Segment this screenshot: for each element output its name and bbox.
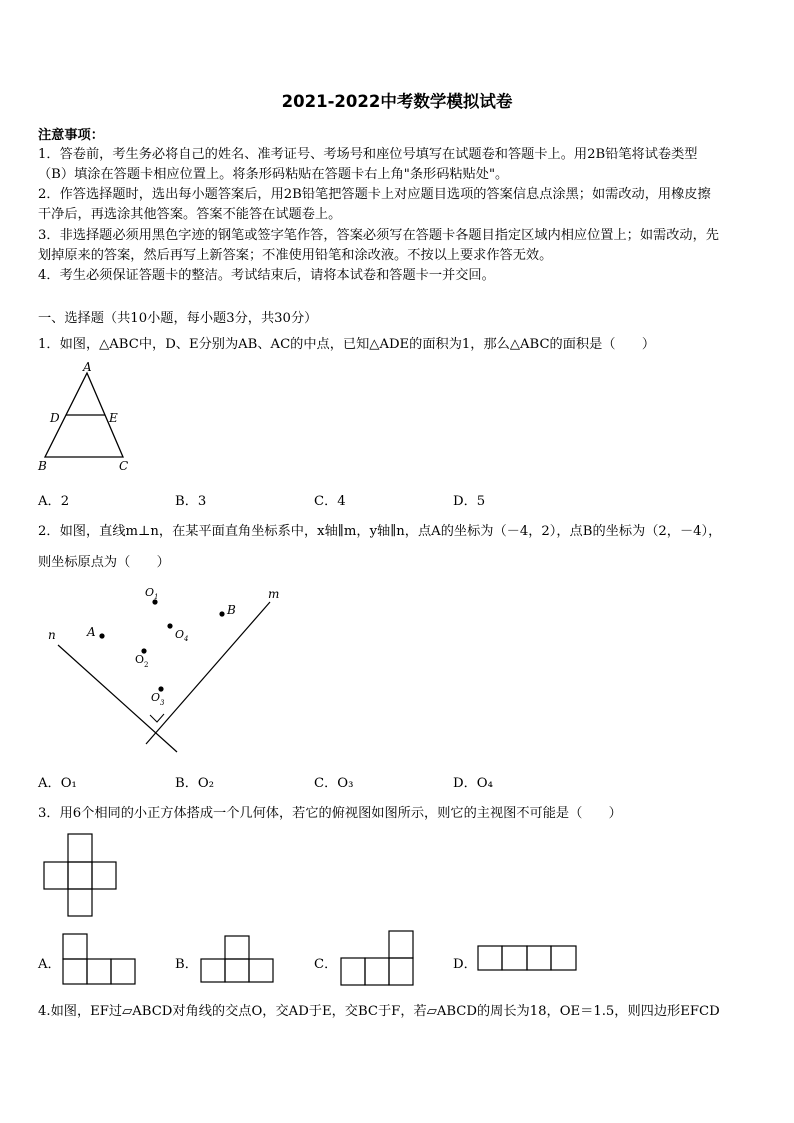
label-o3: O <box>151 691 161 704</box>
label-point-a: A <box>87 625 96 639</box>
notice-line: （B）填涂在答题卡相应位置上。将条形码粘贴在答题卡右上角"条形码粘贴处"。 <box>38 167 509 182</box>
q3-option-b[interactable]: B． <box>175 957 198 972</box>
label-point-b: B <box>227 603 236 617</box>
right-angle-mark <box>150 714 164 722</box>
q3-option-b-figure <box>200 935 278 985</box>
label-o2-sub: 2 <box>144 661 149 669</box>
point-b <box>219 611 224 616</box>
question-2-text: 2．如图，直线m⊥n，在某平面直角坐标系中，x轴∥m，y轴∥n，点A的坐标为（－4，2），点B的坐标为（2，－4）， <box>38 524 722 539</box>
q1-triangle-figure <box>30 360 140 475</box>
q3-option-a-figure <box>62 933 140 987</box>
notice-line: 4．考生必须保证答题卡的整洁。考试结束后，请将本试卷和答题卡一并交回。 <box>38 268 495 283</box>
q3-top-view-figure <box>38 832 130 920</box>
q2-coordinate-figure <box>40 582 300 762</box>
label-m: m <box>268 587 280 601</box>
label-b: B <box>38 459 47 473</box>
q3-option-c[interactable]: C． <box>314 957 338 972</box>
label-d: D <box>50 411 60 425</box>
label-e: E <box>109 411 118 425</box>
label-n: n <box>48 628 56 642</box>
notice-line: 干净后，再选涂其他答案。答案不能答在试题卷上。 <box>38 207 342 222</box>
q3-option-a[interactable]: A． <box>38 957 61 972</box>
label-o3-sub: 3 <box>160 699 165 707</box>
q2-option-d[interactable]: D．O₄ <box>453 776 493 791</box>
question-2-text-cont: 则坐标原点为（ ） <box>38 555 170 570</box>
label-o4-sub: 4 <box>184 635 189 643</box>
question-3-text: 3．用6个相同的小正方体搭成一个几何体，若它的俯视图如图所示，则它的主视图不可能是（ ） <box>38 806 622 821</box>
section-heading: 一、选择题（共10小题，每小题3分，共30分） <box>38 311 318 326</box>
q2-option-a[interactable]: A．O₁ <box>38 776 77 791</box>
label-o4: O <box>175 628 185 641</box>
line-m <box>146 602 270 744</box>
q3-option-d-figure <box>477 945 579 975</box>
notice-line: 1．答卷前，考生务必将自己的姓名、准考证号、考场号和座位号填写在试题卷和答题卡上。用2B铅笔将试卷类型 <box>38 147 698 162</box>
point-a <box>99 633 104 638</box>
question-1-text: 1．如图，△ABC中，D、E分别为AB、AC的中点，已知△ADE的面积为1，那么△ABC的面积是（ ） <box>38 337 656 352</box>
notice-line: 3．非选择题必须用黑色字迹的钢笔或签字笔作答，答案必须写在答题卡各题目指定区域内相应位置上；如需改动，先 <box>38 228 719 243</box>
notice-heading: 注意事项： <box>38 128 104 143</box>
point-o4 <box>167 623 172 628</box>
q1-option-d[interactable]: D．5 <box>453 494 486 509</box>
q3-option-d[interactable]: D． <box>453 957 477 972</box>
label-c: C <box>119 459 129 473</box>
label-o1-sub: 1 <box>154 593 159 601</box>
notice-line: 划掉原来的答案，然后再写上新答案；不准使用铅笔和涂改液。不按以上要求作答无效。 <box>38 248 553 263</box>
q2-option-c[interactable]: C．O₃ <box>314 776 354 791</box>
label-a: A <box>83 360 92 374</box>
notice-line: 2．作答选择题时，选出每小题答案后，用2B铅笔把答题卡上对应题目选项的答案信息点涂黑；如需改动，用橡皮擦 <box>38 187 711 202</box>
label-o2: O <box>135 653 145 666</box>
q1-option-b[interactable]: B．3 <box>175 494 207 509</box>
page-title: 2021-2022中考数学模拟试卷 <box>281 92 513 111</box>
q1-option-a[interactable]: A．2 <box>38 494 70 509</box>
q1-option-c[interactable]: C．4 <box>314 494 346 509</box>
q2-option-b[interactable]: B．O₂ <box>175 776 214 791</box>
question-4-text: 4.如图，EF过▱ABCD对角线的交点O，交AD于E，交BC于F，若▱ABCD的周长为18，OE＝1.5，则四边形EFCD <box>38 1004 720 1019</box>
label-o1: O <box>145 586 155 599</box>
q3-option-c-figure <box>340 930 418 988</box>
